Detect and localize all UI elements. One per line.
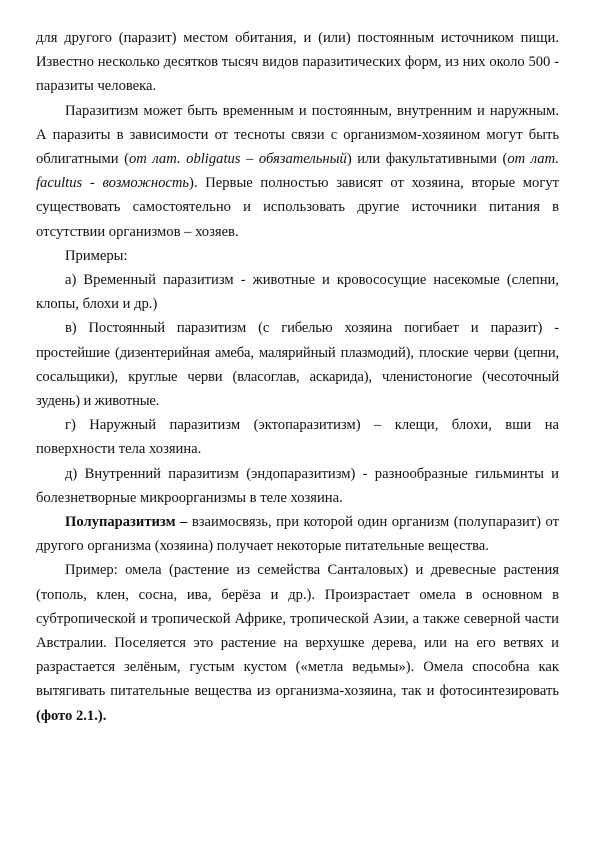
text-segment: взаимосвязь, при которой один организм (полупаразит) от другого организма (хозяина) получает некоторые питательные вещества. [36,514,559,555]
text-segment: Паразитизм может быть временным и постоянным, внутренним и наружным. А паразиты в зависимости от тесноты связи с организмом-хозяином могут быть облигатными ( [36,102,559,168]
paragraph-example-internal: д) Внутренний паразитизм (эндопаразитизм) - разнообразные гильминты и болезнетворные микроорганизмы в теле хозяина. [36,465,559,506]
text-segment: Пример: омела (растение из семейства Санталовых) и древесные растения (тополь, клен, сосна, ива, берёза и др.). Произрастает омела в основном в субтропической и тропической Африке, тропической Азии, а также северной части Австралии. Поселяется это растение на верхушке дерева, или на его ветвях и разрастается зелёным, густым кустом («метла ведьмы»). Омела способна как вытягивать питательные вещества из организма-хозяина, так и фотосинтезировать [36,562,559,700]
paragraph-example-external: г) Наружный паразитизм (эктопаразитизм) – клещи, блохи, вши на поверхности тела хозяина. [36,417,559,458]
photo-reference: (фото 2.1.). [36,707,107,724]
paragraph-example-permanent: в) Постоянный паразитизм (с гибелью хозяина погибает и паразит) - простейшие (дизентерийная амеба, малярийный плазмодий), плоские черви (цепни, сосальщики), круглые черви (власоглав, аскарида), членистоногие (чесоточный зудень) и животные. [36,320,559,410]
paragraph-parasitism-types [36,99,559,244]
term-semiparasitism: Полупаразитизм – [65,514,188,531]
paragraph-parasitism-definition-end: для другого (паразит) местом обитания, и (или) постоянным источником пищи. Известно несколько десятков тысяч видов паразитических форм, из них около 500 - паразиты человека. [36,30,559,95]
italic-latin-facultus: от лат. facultus - возможность [36,151,559,192]
paragraph-example-temporary: а) Временный паразитизм - животные и кровососущие насекомые (слепни, клопы, блохи и др.) [36,272,559,313]
italic-latin-obligatus: от лат. obligatus – обязательный [129,151,347,168]
paragraph-mistletoe-example [36,558,559,727]
paragraph-examples-heading: Примеры: [65,247,128,264]
text-segment: ) или факультативными ( [346,151,508,168]
paragraph-semiparasitism [36,510,559,558]
document-page [36,26,559,728]
text-segment: ). Первые полностью зависят от хозяина, вторые могут существовать самостоятельно и использовать другие источники питания в отсутствии организмов – хозяев. [36,175,559,240]
